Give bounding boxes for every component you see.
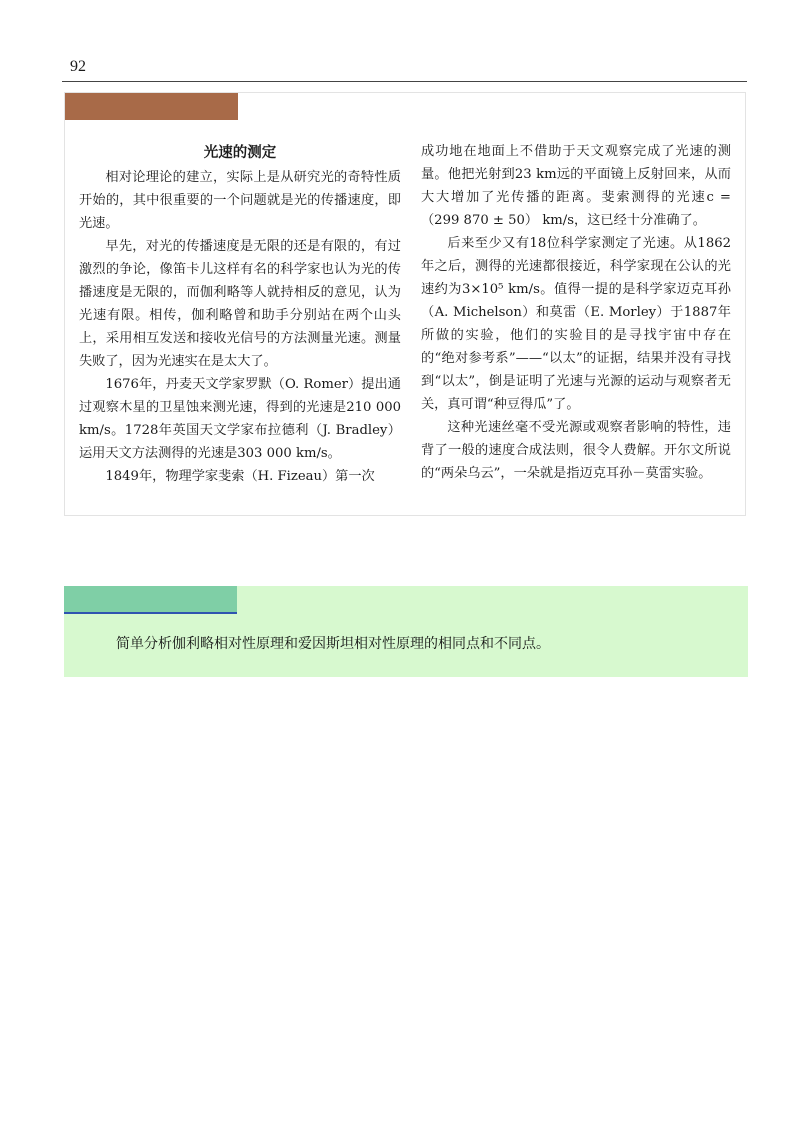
reading-box xyxy=(64,92,746,516)
right-column xyxy=(421,140,731,485)
paragraph: 这种光速丝毫不受光源或观察者影响的特性，违背了一般的速度合成法则，很令人费解。开尔文所说的“两朵乌云”，一朵就是指迈克耳孙－莫雷实验。 xyxy=(421,420,731,481)
reading-title: 光速的测定 xyxy=(203,145,277,161)
paragraph: 1676年，丹麦天文学家罗默（O. Romer）提出通过观察木星的卫星蚀来测光速，得到的光速是210 000 km/s。1728年英国天文学家布拉德利（J. Bradley）运用天文方法测得的光速是303 000 km/s。 xyxy=(79,377,401,461)
paragraph: 早先，对光的传播速度是无限的还是有限的，有过激烈的争论，像笛卡儿这样有名的科学家也认为光的传播速度是无限的，而伽利略等人就持相反的意见，认为光速有限。相传，伽利略曾和助手分别站在两个山头上，采用相互发送和接收光信号的方法测量光速。测量失败了，因为光速实在是太大了。 xyxy=(79,239,401,369)
left-column xyxy=(79,133,401,488)
page-number: 92 xyxy=(70,58,86,75)
paragraph: 1849年，物理学家斐索（H. Fizeau）第一次 xyxy=(105,469,375,484)
paragraph: 后来至少又有18位科学家测定了光速。从1862年之后，测得的光速都很接近，科学家现在公认的光速约为3×10⁵ km/s。值得一提的是科学家迈克耳孙（A. Michelson）和莫雷（E. Morley）于1887年所做的实验，他们的实验目的是寻找宇宙中存在的“绝对参考系”——“以太”的证据，结果并没有寻找到“以太”，倒是证明了光速与光源的运动与观察者无关，真可谓“种豆得瓜”了。 xyxy=(421,236,731,412)
header-rule xyxy=(62,81,747,82)
reading-section-tab xyxy=(65,93,238,120)
paragraph: 相对论理论的建立，实际上是从研究光的奇特性质开始的，其中很重要的一个问题就是光的传播速度，即光速。 xyxy=(79,170,401,231)
exercise-box xyxy=(64,586,748,677)
exercise-question: 简单分析伽利略相对性原理和爱因斯坦相对性原理的相同点和不同点。 xyxy=(116,636,550,652)
paragraph-continuation: 成功地在地面上不借助于天文观察完成了光速的测量。他把光射到23 km远的平面镜上反射回来，从而大大增加了光传播的距离。斐索测得的光速c =（299 870 ± 50） km/s，这已经十分准确了。 xyxy=(421,144,731,228)
exercise-section-tab xyxy=(64,586,237,614)
